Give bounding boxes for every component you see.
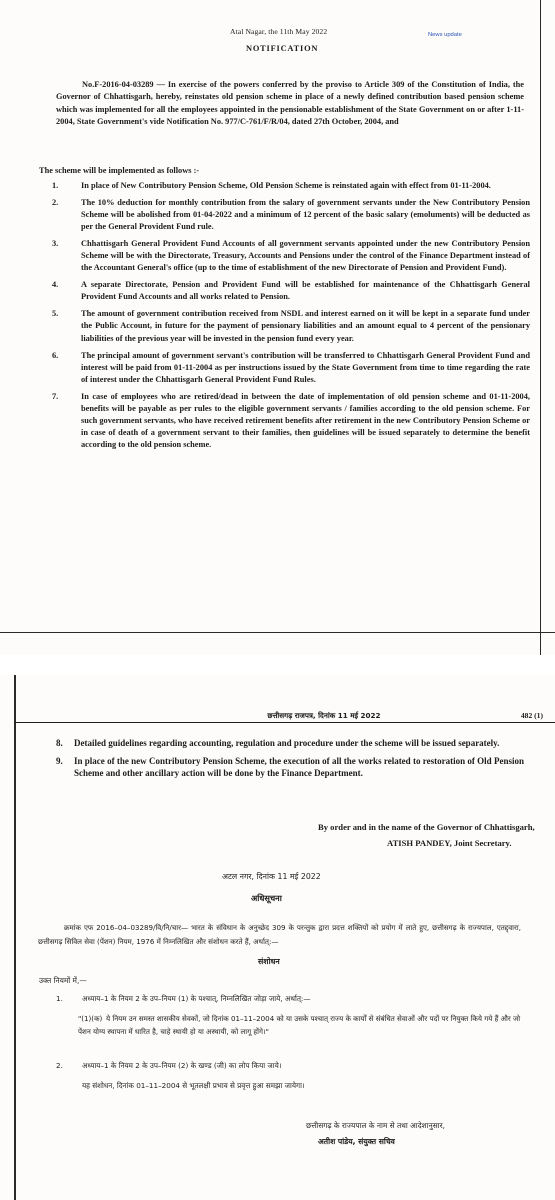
point-text: Chhattisgarh General Provident Fund Accounts of all government servants appointed under the new Contributory Pension Scheme will be with the Directorate, Treasury, Accounts and Pensions under the control of the Finance Department instead of the Accountant General's office (up to the time of establishment of the new Directorate of Pension and Provident Fund). — [81, 239, 530, 273]
point-text: The principal amount of government servant's contribution will be transferred to Chhattisgarh General Provident Fund and interest will be paid from 01-11-2004 as per instructions issued by the State Government from time to time regarding the rate of interest under the Chhattisgarh General Provident Fund Rules. — [81, 350, 530, 384]
hindi-retrospective-note: यह संशोधन, दिनांक 01–11–2004 से भूतलक्षी प्रभाव से प्रवृत्त हुआ समझा जायेगा। — [82, 1081, 305, 1090]
point-text: The 10% deduction for monthly contribution from the salary of government servants under the New Contributory Pension Scheme will be abolished from 01-04-2022 and a minimum of 12 percent of the basic salary (emoluments) will be deducted as per the General Provident Fund rule. — [81, 198, 530, 232]
gazette-page-number: 482 (1) — [520, 711, 543, 720]
scheme-point — [56, 755, 524, 780]
hindi-signature-name: अतीश पांडेय, संयुक्त सचिव — [318, 1137, 395, 1146]
page-border-right — [540, 0, 542, 655]
point-number: 4. — [52, 280, 59, 290]
clause-label: "(1)(क) — [78, 1014, 103, 1023]
point-text: In place of New Contributory Pension Scheme, Old Pension Scheme is reinstated again with effect from 01-11-2004. — [81, 181, 491, 190]
amendment-text: अध्याय–1 के नियम 2 के उप–नियम (2) के खण्ड (जी) का लोप किया जाये। — [82, 1061, 282, 1070]
page-gap — [0, 655, 555, 675]
hindi-amendment-heading: संशोधन — [258, 957, 280, 966]
page-border-bottom — [0, 632, 555, 634]
point-text: In place of the new Contributory Pension Scheme, the execution of all the works related to restoration of Old Pension Scheme and other ancillary action will be done by the Finance Department. — [74, 755, 524, 779]
point-number: 1. — [52, 181, 59, 190]
hindi-amendment-1 — [56, 994, 311, 1004]
signature-line-order: By order and in the name of the Governor of Chhattisgarh, — [318, 822, 535, 832]
hindi-amendment-1-clause — [78, 1013, 524, 1038]
gazette-header — [14, 710, 555, 723]
notification-page-continued — [0, 675, 555, 1200]
point-text: The amount of government contribution received from NSDL and interest earned on it will be kept in a separate fund under the Public Account, in future for the payment of pensionary liabilities and an amount equal to 4 percent of the pensionary liabilities of the previous year will be invested in the pension fund every year. — [81, 309, 530, 343]
scheme-point — [52, 180, 530, 192]
scheme-point — [52, 197, 530, 233]
hindi-dateline: अटल नगर, दिनांक 11 मई 2022 — [222, 872, 321, 881]
point-number: 2. — [52, 198, 59, 208]
amendment-number: 2. — [56, 1061, 63, 1070]
scheme-lead-line: The scheme will be implemented as follows :- — [39, 166, 200, 175]
point-text: Detailed guidelines regarding accounting, regulation and procedure under the scheme will be issued separately. — [74, 738, 500, 748]
amendment-text: अध्याय–1 के नियम 2 के उप–नियम (1) के पश्चात्, निम्नलिखित जोड़ा जाये, अर्थात्:— — [82, 994, 311, 1003]
scheme-points-list — [52, 180, 530, 451]
point-number: 6. — [52, 350, 59, 360]
gazette-header-title: छत्तीसगढ़ राजपत्र, दिनांक 11 मई 2022 — [267, 711, 381, 720]
point-text: A separate Directorate, Pension and Provident Fund will be established for maintenance of the Chhattisgarh General Provident Fund Accounts and all works related to Pension. — [81, 280, 530, 302]
point-number: 5. — [52, 309, 59, 319]
news-update-watermark: News update — [428, 32, 462, 38]
point-number: 9. — [56, 755, 63, 766]
dateline: Atal Nagar, the 11th May 2022 — [230, 27, 328, 36]
amendment-number: 1. — [56, 994, 63, 1003]
hindi-amendment-2 — [56, 1061, 281, 1071]
hindi-rules-lead: उक्त नियमों में,— — [39, 976, 87, 985]
scheme-points-continued — [56, 737, 524, 785]
hindi-intro-paragraph: क्रमांक एफ 2016–04–03289/वि/नि/चार— भारत के संविधान के अनुच्छेद 309 के परन्तुक द्वारा प्रदत्त शक्तियों को प्रयोग में लाते हुए, छत्तीसगढ़ के राज्यपाल, एतद्द्वारा, छत्तीसगढ़ सिविल सेवा (पेंशन) नियम, 1976 में निम्नलिखित और संशोधन करते हैं, अर्थात्:— — [38, 923, 521, 946]
scheme-point — [52, 308, 530, 344]
point-number: 3. — [52, 239, 59, 249]
point-number: 8. — [56, 738, 63, 748]
scheme-point — [52, 350, 530, 386]
notification-intro: No.F-2016-04-03289 — In exercise of the powers conferred by the proviso to Article 309 of the Constitution of India, the Governor of Chhattisgarh, hereby, reinstates old pension scheme in place of a newly defined contribution based pension scheme which was implemented for all the employees appointed in the pensionable establishment of the State Government on or after 1-11-2004, State Government's vide Notification No. 977/C-761/F/R/04, dated 27th October, 2004, and — [56, 80, 524, 126]
hindi-notification-heading: अधिसूचना — [251, 893, 282, 903]
signature-line-name: ATISH PANDEY, Joint Secretary. — [387, 838, 512, 848]
scheme-point — [52, 238, 530, 274]
hindi-signature-order: छत्तीसगढ़ के राज्यपाल के नाम से तथा आदेशानुसार, — [306, 1121, 445, 1130]
scheme-point — [56, 737, 524, 750]
point-number: 7. — [52, 391, 59, 401]
notification-heading: NOTIFICATION — [246, 44, 319, 53]
scheme-point — [52, 391, 530, 451]
point-text: In case of employees who are retired/dead in between the date of implementation of old pension scheme and 01-11-2004, benefits will be payable as per rules to the eligible government servants / families according to the old pension scheme. For such government servants, who have received retirement benefits after retirement in the new Contributory Pension Scheme or in case of death of a government servant to their families, then guidelines will be issued separately to determine the benefit according to the old pension scheme. — [81, 391, 530, 449]
scheme-point — [52, 279, 530, 303]
clause-text: ये नियम उन समस्त शासकीय सेवकों, जो दिनांक 01–11–2004 को या उसके पश्चात् राज्य के कार्यों से संबंधित सेवाओं और पदों पर नियुक्त किये गये हैं और जो पेंशन योग्य स्थापना में धारित है, चाहे स्थायी हो या अस्थायी, को लागू होंगे।" — [78, 1014, 521, 1036]
page-border-left — [14, 675, 16, 1200]
